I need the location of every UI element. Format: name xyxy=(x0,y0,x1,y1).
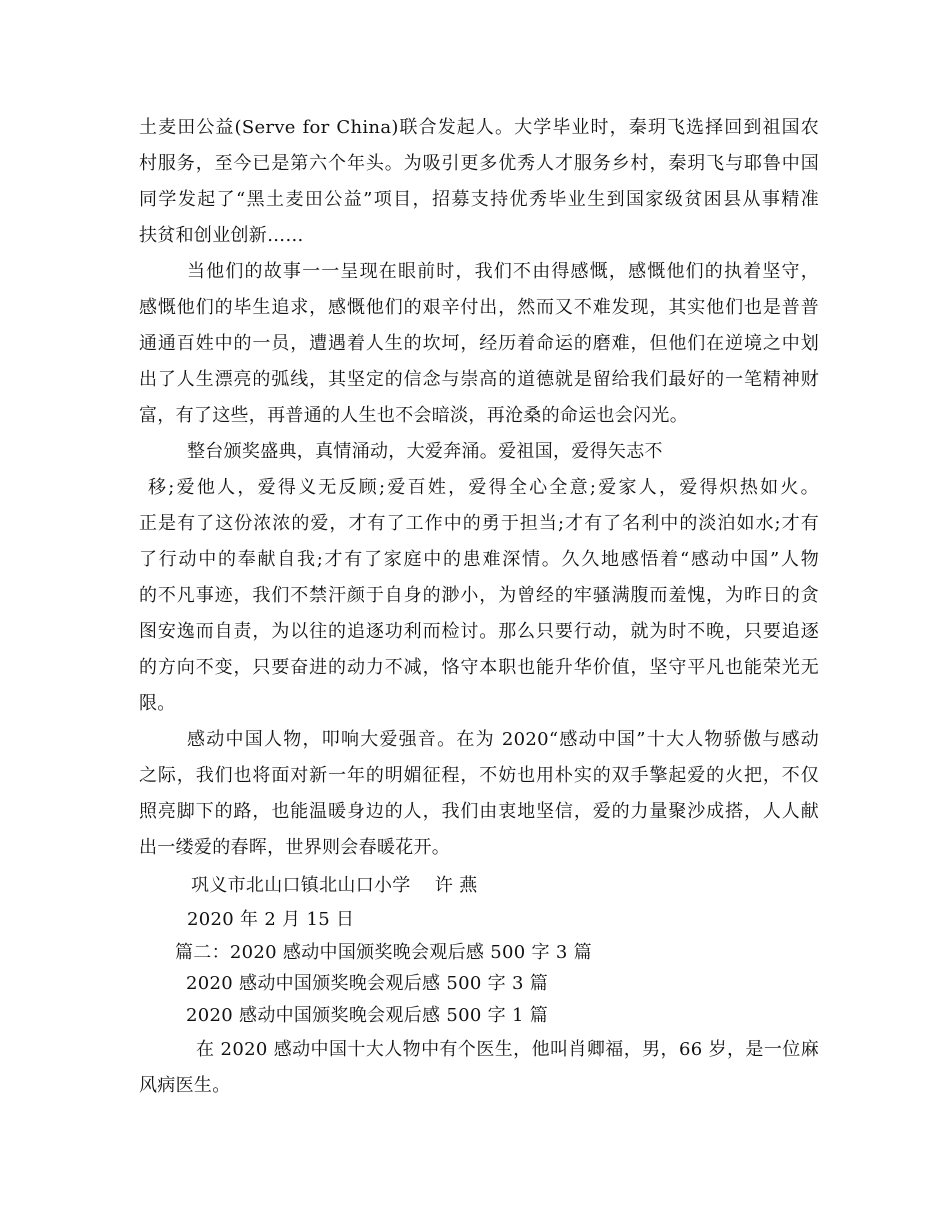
text-line: 出一缕爱的春晖，世界则会春暖花开。 xyxy=(139,837,451,858)
section-heading: 篇二：2020 感动中国颁奖晚会观后感 500 字 3 篇 xyxy=(175,942,592,963)
text-line: 照亮脚下的路，也能温暖身边的人，我们由衷地坚信，爱的力量聚沙成搭，人人献 xyxy=(139,801,819,822)
subheading: 2020 感动中国颁奖晚会观后感 500 字 1 篇 xyxy=(186,1005,549,1026)
text-line: 出了人生漂亮的弧线，其坚定的信念与崇高的道德就是留给我们最好的一笔精神财 xyxy=(139,369,819,390)
text-line: 的不凡事迹，我们不禁汗颜于自身的渺小，为曾经的牢骚满腹而羞愧，为昨日的贪 xyxy=(139,585,819,606)
text-line: 扶贫和创业创新…… xyxy=(139,225,304,246)
subheading: 2020 感动中国颁奖晚会观后感 500 字 3 篇 xyxy=(186,973,549,994)
text-line: 移;爱他人，爱得义无反顾;爱百姓，爱得全心全意;爱家人，爱得炽热如火。 xyxy=(148,477,819,498)
text-line: 正是有了这份浓浓的爱，才有了工作中的勇于担当;才有了名利中的淡泊如水;才有 xyxy=(139,513,819,534)
text-line: 限。 xyxy=(139,693,176,714)
text-line: 村服务，至今已是第六个年头。为吸引更多优秀人才服务乡村，秦玥飞与耶鲁中国 xyxy=(139,153,819,174)
text-line: 之际，我们也将面对新一年的明媚征程，不妨也用朴实的双手擎起爱的火把，不仅 xyxy=(139,765,819,786)
date-line: 2020 年 2 月 15 日 xyxy=(187,909,355,930)
text-line: 通通百姓中的一员，遭遇着人生的坎坷，经历着命运的磨难，但他们在逆境之中划 xyxy=(139,333,819,354)
text-line: 富，有了这些，再普通的人生也不会暗淡，再沧桑的命运也会闪光。 xyxy=(139,405,688,426)
paragraph-first-line: 当他们的故事一一呈现在眼前时，我们不由得感慨，感慨他们的执着坚守， xyxy=(187,261,819,282)
paragraph-first-line: 感动中国人物，叩响大爱强音。在为 2020“感动中国”十大人物骄傲与感动 xyxy=(187,729,819,750)
text-line: 了行动中的奉献自我;才有了家庭中的患难深情。久久地感悟着“感动中国”人物 xyxy=(139,549,819,570)
text-line: 同学发起了“黑土麦田公益”项目，招募支持优秀毕业生到国家级贫困县从事精准 xyxy=(139,189,819,210)
text-line: 感慨他们的毕生追求，感慨他们的艰辛付出，然而又不难发现，其实他们也是普普 xyxy=(139,297,819,318)
signature-line: 巩义市北山口镇北山口小学 许 燕 xyxy=(191,875,478,896)
paragraph-first-line: 在 2020 感动中国十大人物中有个医生，他叫肖卿福，男，66 岁，是一位麻 xyxy=(196,1039,819,1060)
text-line: 图安逸而自责，为以往的追逐功利而检讨。那么只要行动，就为时不晚，只要追逐 xyxy=(139,621,819,642)
text-line: 的方向不变，只要奋进的动力不减，恪守本职也能升华价值，坚守平凡也能荣光无 xyxy=(139,657,819,678)
paragraph-first-line: 整台颁奖盛典，真情涌动，大爱奔涌。爱祖国，爱得矢志不 xyxy=(187,441,663,462)
text-line: 风病医生。 xyxy=(139,1075,231,1096)
text-line: 土麦田公益(Serve for China)联合发起人。大学毕业时，秦玥飞选择回到祖国农 xyxy=(139,117,819,138)
